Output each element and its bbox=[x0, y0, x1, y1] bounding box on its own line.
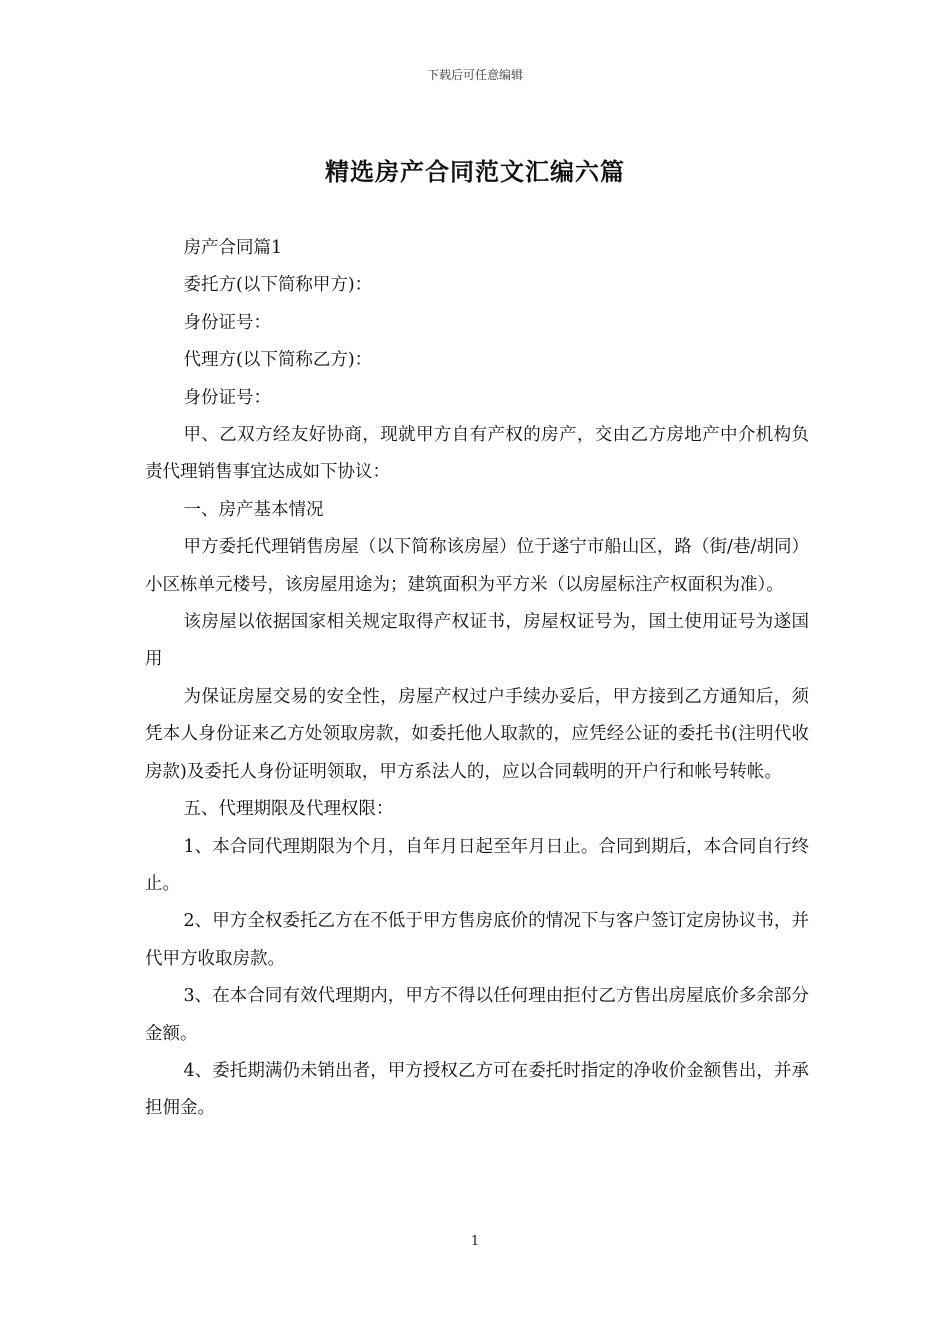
payment-security-paragraph: 为保证房屋交易的安全性，房屋产权过户手续办妥后，甲方接到乙方通知后，须凭本人身份证来乙方处领取房款，如委托他人取款的，应凭经公证的委托书(注明代收房款)及委托人身份证明领取，甲方系法人的，应以合同载明的开户行和帐号转帐。 bbox=[145, 686, 809, 782]
clause-item: 1、本合同代理期限为个月，自年月日起至年月日止。合同到期后，本合同自行终止。 bbox=[145, 836, 809, 894]
agreement-intro-paragraph: 甲、乙双方经友好协商，现就甲方自有产权的房产，交由乙方房地产中介机构负责代理销售事宜达成如下协议： bbox=[145, 425, 809, 483]
party-b-line: 代理方(以下简称乙方)： bbox=[183, 350, 373, 371]
page-header: 下载后可任意编辑 bbox=[426, 68, 523, 82]
page-number: 1 bbox=[470, 1234, 480, 1249]
party-b-id-line: 身份证号： bbox=[183, 387, 271, 408]
clause-heading: 一、房产基本情况 bbox=[183, 499, 324, 520]
property-location-paragraph: 甲方委托代理销售房屋（以下简称该房屋）位于遂宁市船山区，路（街/巷/胡同）小区栋单元楼号，该房屋用途为；建筑面积为平方米（以房屋标注产权面积为准）。 bbox=[145, 537, 809, 595]
clause-heading: 五、代理期限及代理权限： bbox=[183, 799, 394, 820]
property-certificate-paragraph: 该房屋以依据国家相关规定取得产权证书，房屋权证号为，国土使用证号为遂国用 bbox=[145, 612, 809, 670]
document-body bbox=[145, 230, 809, 1128]
clause-item: 4、委托期满仍未销出者，甲方授权乙方可在委托时指定的净收价金额售出，并承担佣金。 bbox=[145, 1060, 809, 1119]
party-a-id-line: 身份证号： bbox=[183, 312, 271, 333]
section-heading: 房产合同篇1 bbox=[183, 238, 283, 258]
document-title: 精选房产合同范文汇编六篇 bbox=[325, 157, 625, 186]
clause-item: 3、在本合同有效代理期内，甲方不得以任何理由拒付乙方售出房屋底价多余部分金额。 bbox=[145, 986, 809, 1044]
clause-item: 2、甲方全权委托乙方在不低于甲方售房底价的情况下与客户签订定房协议书，并代甲方收取房款。 bbox=[145, 911, 809, 969]
party-a-line: 委托方(以下简称甲方)： bbox=[183, 275, 373, 296]
